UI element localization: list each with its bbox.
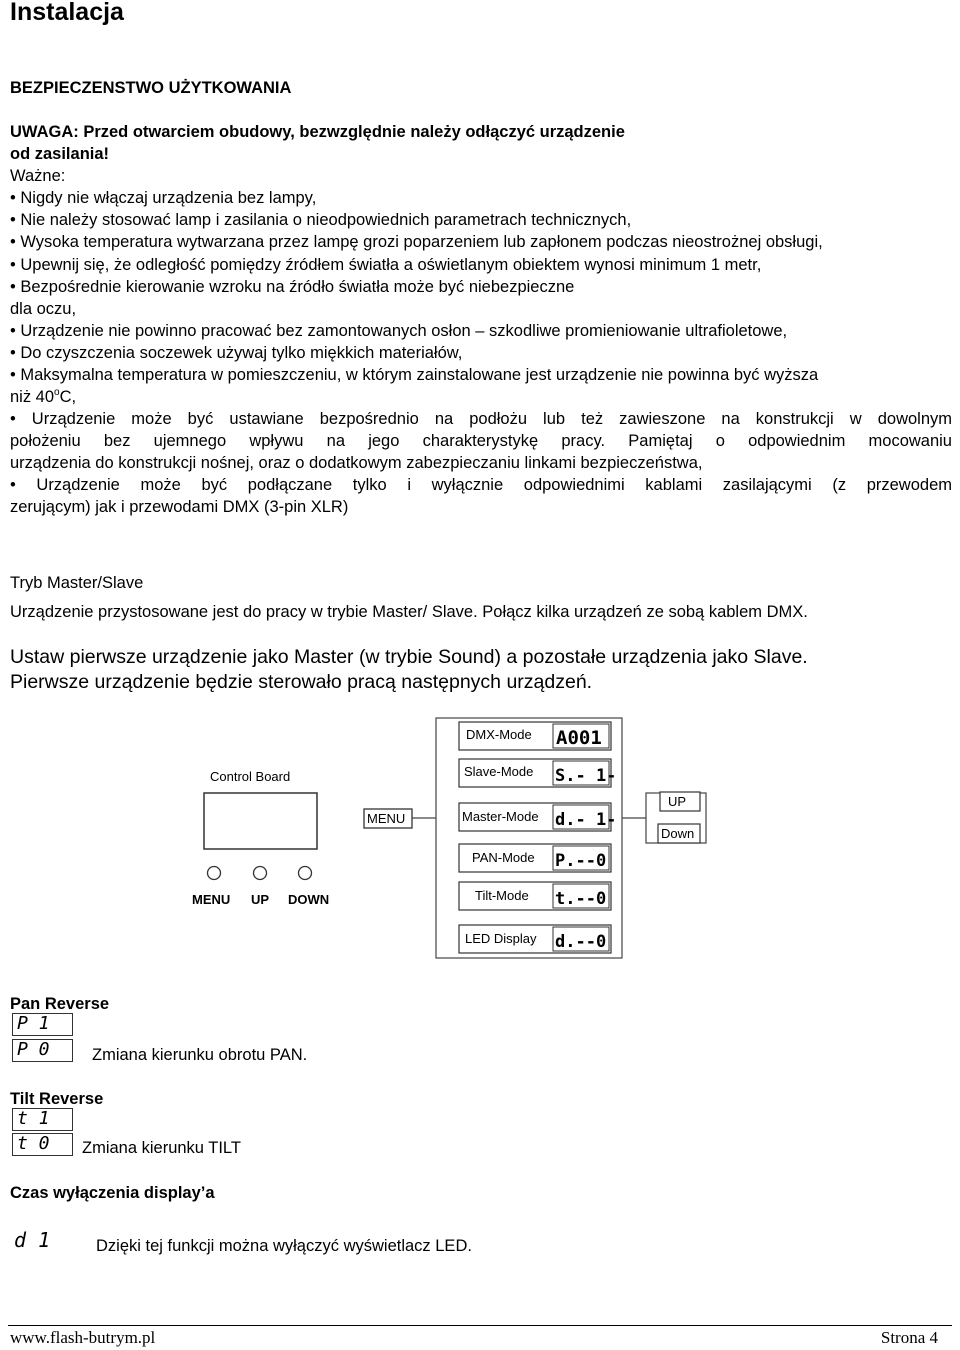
mount-line-3: urządzenia do konstrukcji nośnej, oraz o dodatkowym zabezpieczaniu linkami bezpieczeństwa, — [10, 454, 703, 472]
mode-label-dmx: DMX-Mode — [466, 727, 532, 742]
footer-page-number: Strona 4 — [880, 1328, 938, 1347]
master-slave-text: Urządzenie przystosowane jest do pracy w trybie Master/ Slave. Połącz kilka urządzeń ze sobą kablem DMX. — [10, 603, 808, 621]
pan-display-1-text: P 1 — [17, 1013, 50, 1034]
safety-heading: BEZPIECZENSTWO UŻYTKOWANIA — [10, 79, 292, 97]
button-label-up: UP — [251, 892, 270, 907]
cable-line-2: zerującym) jak i przewodami DMX (3-pin XLR) — [10, 498, 349, 516]
menu-box-label: MENU — [367, 811, 406, 826]
button-label-menu: MENU — [192, 892, 231, 907]
mount-line-1: • Urządzenie może być ustawiane bezpośrednio na podłożu lub też zawieszone na konstrukcji w dowolnym — [10, 410, 952, 428]
safety-item: • Do czyszczenia soczewek używaj tylko miękkich materiałów, — [10, 344, 463, 362]
mode-row-dmx — [459, 722, 611, 750]
mount-line-2: położeniu bez ujemnego wpływu na jego charakterystykę pracy. Pamiętaj o odpowiednim mocowaniu — [10, 432, 952, 450]
pan-display-2-text: P 0 — [17, 1039, 50, 1060]
pan-reverse-heading: Pan Reverse — [10, 995, 110, 1013]
page-title: Instalacja — [10, 0, 124, 26]
tilt-display-2 — [12, 1133, 73, 1156]
pan-display-1 — [12, 1013, 73, 1036]
mode-row-pan — [459, 844, 611, 872]
mode-label-master: Master-Mode — [462, 809, 539, 824]
important-label: Ważne: — [10, 167, 66, 185]
display-off-display-text: d 1 — [14, 1228, 51, 1252]
safety-item: • Bezpośrednie kierowanie wzroku na źródło światła może być niebezpieczne — [10, 278, 575, 296]
temp-superscript: o — [54, 387, 60, 398]
temp-prefix: niż 40 — [10, 388, 55, 406]
mode-row-master — [459, 803, 616, 831]
mode-display-slave: S.- 1- — [555, 766, 617, 786]
button-label-down: DOWN — [288, 892, 330, 907]
mode-display-master: d.- 1- — [555, 810, 617, 830]
mode-label-led: LED Display — [465, 931, 537, 946]
mode-display-tilt: t.--0 — [555, 889, 607, 909]
menu-knob-icon — [208, 867, 221, 880]
display-off-text: Dzięki tej funkcji można wyłączyć wyświetlacz LED. — [96, 1237, 472, 1255]
safety-item: • Nie należy stosować lamp i zasilania o nieodpowiednich parametrach technicznych, — [10, 211, 632, 229]
mode-label-slave: Slave-Mode — [464, 764, 534, 779]
display-off-heading: Czas wyłączenia display’a — [10, 1184, 215, 1202]
safety-item: • Upewnij się, że odległość pomiędzy źródłem światła a oświetlanym obiektem wynosi minimum 1 metr, — [10, 256, 762, 274]
mode-row-tilt — [459, 882, 611, 910]
mode-row-slave — [459, 759, 616, 787]
temp-suffix: C, — [59, 388, 77, 406]
mode-container — [436, 718, 622, 958]
warning-line-2: od zasilania! — [10, 145, 110, 163]
pan-reverse-text: Zmiana kierunku obrotu PAN. — [92, 1046, 308, 1064]
down-box-label: Down — [661, 826, 695, 841]
warning-line-1: UWAGA: Przed otwarciem obudowy, bezwzględnie należy odłączyć urządzenie — [10, 123, 625, 141]
tilt-display-2-text: t 0 — [17, 1133, 50, 1154]
mode-label-tilt: Tilt-Mode — [475, 888, 529, 903]
mode-display-led: d.--0 — [555, 932, 607, 952]
cable-line-1: • Urządzenie może być podłączane tylko i wyłącznie odpowiednimi kablami zasilającymi (z przewodem — [10, 476, 952, 494]
safety-item: dla oczu, — [10, 300, 77, 318]
safety-item: • Wysoka temperatura wytwarzana przez lampę grozi poparzeniem lub zapłonem podczas nieostrożnej obsługi, — [10, 233, 823, 251]
tilt-display-1-text: t 1 — [17, 1108, 50, 1129]
tilt-reverse-text: Zmiana kierunku TILT — [82, 1139, 241, 1157]
mode-row-led — [459, 925, 611, 953]
control-board-label: Control Board — [210, 769, 291, 784]
tilt-reverse-heading: Tilt Reverse — [10, 1090, 104, 1108]
mode-display-pan: P.--0 — [555, 851, 607, 871]
mode-label-pan: PAN-Mode — [472, 850, 535, 865]
control-board-screen — [204, 793, 317, 849]
safety-item: • Urządzenie nie powinno pracować bez zamontowanych osłon – szkodliwe promieniowanie ultrafioletowe, — [10, 322, 788, 340]
footer-divider — [8, 1325, 952, 1326]
safety-item: • Nigdy nie włączaj urządzenia bez lampy, — [10, 189, 317, 207]
master-slave-big-line-1: Ustaw pierwsze urządzenie jako Master (w trybie Sound) a pozostałe urządzenia jako Slave. — [10, 646, 808, 668]
master-slave-heading: Tryb Master/Slave — [10, 574, 144, 592]
master-slave-big-line-2: Pierwsze urządzenie będzie sterowało pracą następnych urządzeń. — [10, 671, 593, 693]
tilt-display-1 — [12, 1108, 73, 1131]
menu-diagram — [0, 710, 960, 970]
down-knob-icon — [299, 867, 312, 880]
up-box-label: UP — [668, 794, 687, 809]
footer-website-link[interactable]: www.flash-butrym.pl — [10, 1328, 156, 1347]
display-off-display — [12, 1228, 76, 1254]
mode-display-dmx: A001 — [556, 727, 602, 749]
safety-item: • Maksymalna temperatura w pomieszczeniu, w którym zainstalowane jest urządzenie nie powinna być wyższa — [10, 366, 819, 384]
up-knob-icon — [254, 867, 267, 880]
pan-display-2 — [12, 1039, 73, 1062]
